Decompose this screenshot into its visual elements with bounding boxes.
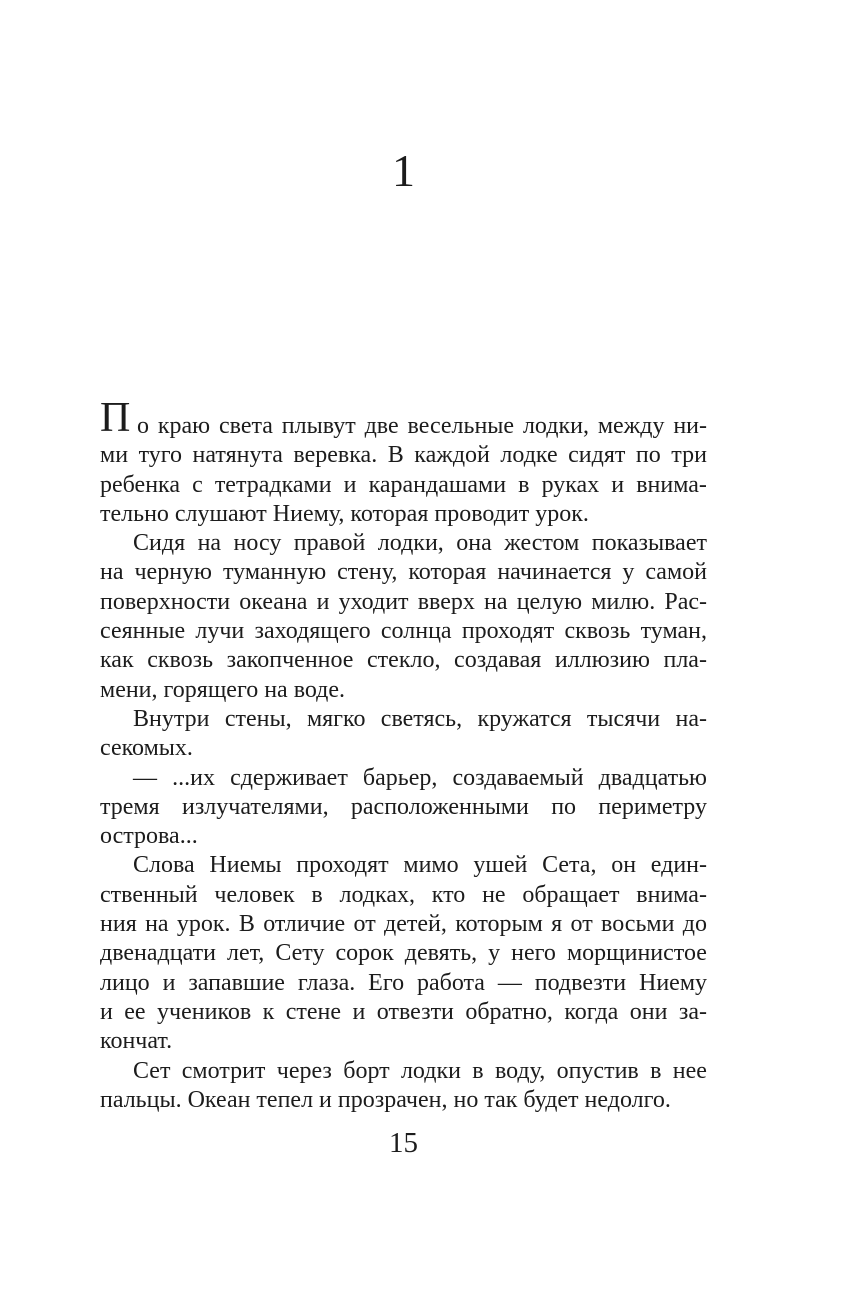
word: по — [551, 793, 577, 820]
word: на — [145, 911, 169, 938]
word: о — [137, 413, 149, 439]
word: работа — [416, 969, 485, 996]
word: и — [352, 998, 366, 1025]
word: Его — [368, 969, 405, 996]
word: создавая — [454, 647, 542, 674]
word: лодки, — [377, 530, 444, 557]
word: он — [611, 852, 637, 879]
word: лодках, — [339, 881, 415, 908]
word: за- — [678, 998, 707, 1025]
word: которая — [408, 559, 487, 586]
word: излучателями, — [181, 793, 329, 820]
word: у — [488, 940, 501, 967]
word: туман, — [640, 618, 707, 645]
word: краю — [157, 413, 211, 439]
word: внима- — [636, 471, 707, 498]
word: подвезти — [534, 969, 627, 996]
word: и — [611, 471, 625, 498]
word: отвезти — [376, 998, 454, 1025]
chapter-number: 1 — [392, 145, 415, 196]
word: двенадцати — [100, 940, 216, 967]
word: ребенка — [100, 471, 180, 498]
word: двадцатью — [598, 764, 707, 791]
word: света — [218, 413, 273, 439]
drop-cap: П — [100, 395, 131, 441]
word: лодки — [400, 1057, 461, 1084]
word: они — [629, 998, 668, 1025]
word: тысячи — [586, 705, 661, 732]
word: урок. — [176, 911, 231, 938]
word: лицо — [100, 969, 150, 996]
word: иллюзию — [554, 647, 650, 674]
word: — — [497, 969, 522, 996]
word: у — [622, 559, 635, 586]
word: натянута — [192, 442, 283, 469]
word: уходит — [338, 588, 409, 615]
word: на — [197, 530, 222, 557]
word: в — [311, 881, 323, 908]
word: тетрадками — [214, 471, 332, 498]
text-line — [100, 851, 707, 880]
word: правой — [293, 530, 366, 557]
text-line: тельно слушают Ниему, которая проводит урок. — [100, 500, 589, 527]
paragraph — [100, 1057, 707, 1116]
word: лучи — [195, 618, 245, 645]
word: показывает — [591, 530, 707, 557]
word: сквозь — [147, 647, 214, 674]
word: мимо — [403, 852, 459, 879]
text-line — [100, 764, 707, 793]
word: человек — [214, 881, 295, 908]
word: кто — [431, 881, 466, 908]
word: детей, — [384, 911, 447, 938]
text-line — [100, 617, 707, 646]
word: расположенными — [350, 793, 529, 820]
word: и — [316, 588, 330, 615]
word: смотрит — [181, 1057, 266, 1084]
word: сорок — [335, 940, 394, 967]
word: восьми — [601, 911, 675, 938]
text-line — [100, 471, 707, 500]
text-line: кончат. — [100, 1028, 173, 1055]
word: барьер, — [362, 764, 438, 791]
word: проходят — [296, 852, 389, 879]
word: в — [650, 1057, 662, 1084]
word: проходят — [461, 618, 555, 645]
text-line: пальцы. Океан тепел и прозрачен, но так будет недолго. — [100, 1086, 671, 1113]
word: карандашами — [368, 471, 507, 498]
word: плывут — [281, 413, 356, 439]
text-line — [100, 881, 707, 910]
word: стене — [285, 998, 342, 1025]
word: через — [276, 1057, 332, 1084]
word: воду, — [494, 1057, 546, 1084]
word: стены, — [224, 705, 292, 732]
word: с — [192, 471, 203, 498]
word: океана — [239, 588, 308, 615]
word: солнца — [380, 618, 452, 645]
word: ния — [100, 911, 137, 938]
text-line — [100, 588, 707, 617]
word: Сету — [275, 940, 325, 967]
word: сидят — [568, 442, 626, 469]
word: стекло, — [367, 647, 441, 674]
text-line — [100, 529, 707, 558]
word: на- — [675, 705, 707, 732]
text-line — [100, 558, 707, 587]
text-line — [100, 441, 707, 470]
word: него — [511, 940, 556, 967]
word: туманную — [222, 559, 327, 586]
word: мягко — [306, 705, 366, 732]
paragraph — [100, 764, 707, 852]
word: туго — [138, 442, 182, 469]
page-number: 15 — [389, 1127, 418, 1159]
word: светясь, — [380, 705, 463, 732]
word: Ниему — [638, 969, 707, 996]
text-line — [100, 1057, 707, 1086]
word: опустив — [556, 1057, 639, 1084]
word: на — [100, 559, 124, 586]
word: на — [484, 588, 508, 615]
word: я — [551, 911, 563, 938]
word: милю. — [591, 588, 656, 615]
word: девять, — [404, 940, 478, 967]
word: пла- — [663, 647, 707, 674]
word: она — [456, 530, 492, 557]
word: ни- — [673, 413, 707, 439]
word: между — [597, 413, 665, 439]
word: три — [671, 442, 707, 469]
paragraph — [100, 851, 707, 1056]
word: и — [343, 471, 357, 498]
word: глаза. — [297, 969, 356, 996]
word: В — [238, 911, 255, 938]
text-line: секомых. — [100, 735, 193, 762]
word: в — [472, 1057, 484, 1084]
word: целую — [516, 588, 583, 615]
word: лодке — [500, 442, 558, 469]
word: Ниемы — [209, 852, 282, 879]
text-line — [100, 793, 707, 822]
word: Рас- — [664, 588, 707, 615]
word: кружатся — [477, 705, 572, 732]
word: носу — [233, 530, 282, 557]
word: ее — [124, 998, 146, 1025]
word: борт — [343, 1057, 390, 1084]
word: в — [518, 471, 530, 498]
word: от — [353, 911, 376, 938]
text-line: острова... — [100, 823, 198, 850]
word: две — [364, 413, 399, 439]
word: черную — [134, 559, 212, 586]
word: и — [162, 969, 176, 996]
word: как — [100, 647, 134, 674]
word: ...их — [172, 764, 215, 791]
word: закопченное — [226, 647, 354, 674]
word: — — [133, 764, 157, 791]
paragraph — [100, 529, 707, 705]
word: сеянные — [100, 618, 186, 645]
word: не — [482, 881, 506, 908]
word: Слова — [133, 852, 195, 879]
word: периметру — [598, 793, 707, 820]
word: руках — [541, 471, 600, 498]
word: и — [100, 998, 113, 1025]
word: Внутри — [133, 705, 210, 732]
word: начинается — [497, 559, 612, 586]
word: нее — [672, 1057, 707, 1084]
word: внима- — [636, 881, 707, 908]
word: Сидя — [133, 530, 186, 557]
word: Сет — [133, 1057, 171, 1084]
word: до — [682, 911, 707, 938]
word: вверх — [417, 588, 475, 615]
text-line — [100, 412, 707, 441]
word: каждой — [414, 442, 490, 469]
word: от — [570, 911, 593, 938]
word: запавшие — [188, 969, 285, 996]
word: обращает — [522, 881, 620, 908]
word: заходящего — [254, 618, 371, 645]
text-line — [100, 910, 707, 939]
body-text — [100, 395, 707, 1115]
text-line — [100, 646, 707, 675]
word: Сета, — [542, 852, 597, 879]
word: стену, — [337, 559, 398, 586]
word: к — [262, 998, 275, 1025]
paragraph — [100, 395, 707, 529]
word: ушей — [473, 852, 528, 879]
text-line: мени, горящего на воде. — [100, 676, 346, 703]
word: лодки, — [522, 413, 589, 439]
word: ственный — [100, 881, 198, 908]
word: создаваемый — [452, 764, 584, 791]
word: веревка. — [293, 442, 378, 469]
word: по — [635, 442, 661, 469]
word: обратно, — [465, 998, 553, 1025]
text-line — [100, 998, 707, 1027]
word: отличие — [263, 911, 346, 938]
word: морщинистое — [566, 940, 707, 967]
word: поверхности — [100, 588, 231, 615]
word: сквозь — [564, 618, 631, 645]
text-line — [100, 969, 707, 998]
word: когда — [564, 998, 619, 1025]
word: сдерживает — [230, 764, 348, 791]
text-line — [100, 705, 707, 734]
word: един- — [650, 852, 707, 879]
word: В — [387, 442, 404, 469]
word: ми — [100, 442, 129, 469]
paragraph — [100, 705, 707, 764]
word: жестом — [504, 530, 580, 557]
word: весельные — [407, 413, 515, 439]
word: тремя — [100, 793, 160, 820]
word: учеников — [157, 998, 252, 1025]
word: лет, — [226, 940, 265, 967]
word: которым — [455, 911, 543, 938]
word: самой — [645, 559, 707, 586]
text-line — [100, 939, 707, 968]
